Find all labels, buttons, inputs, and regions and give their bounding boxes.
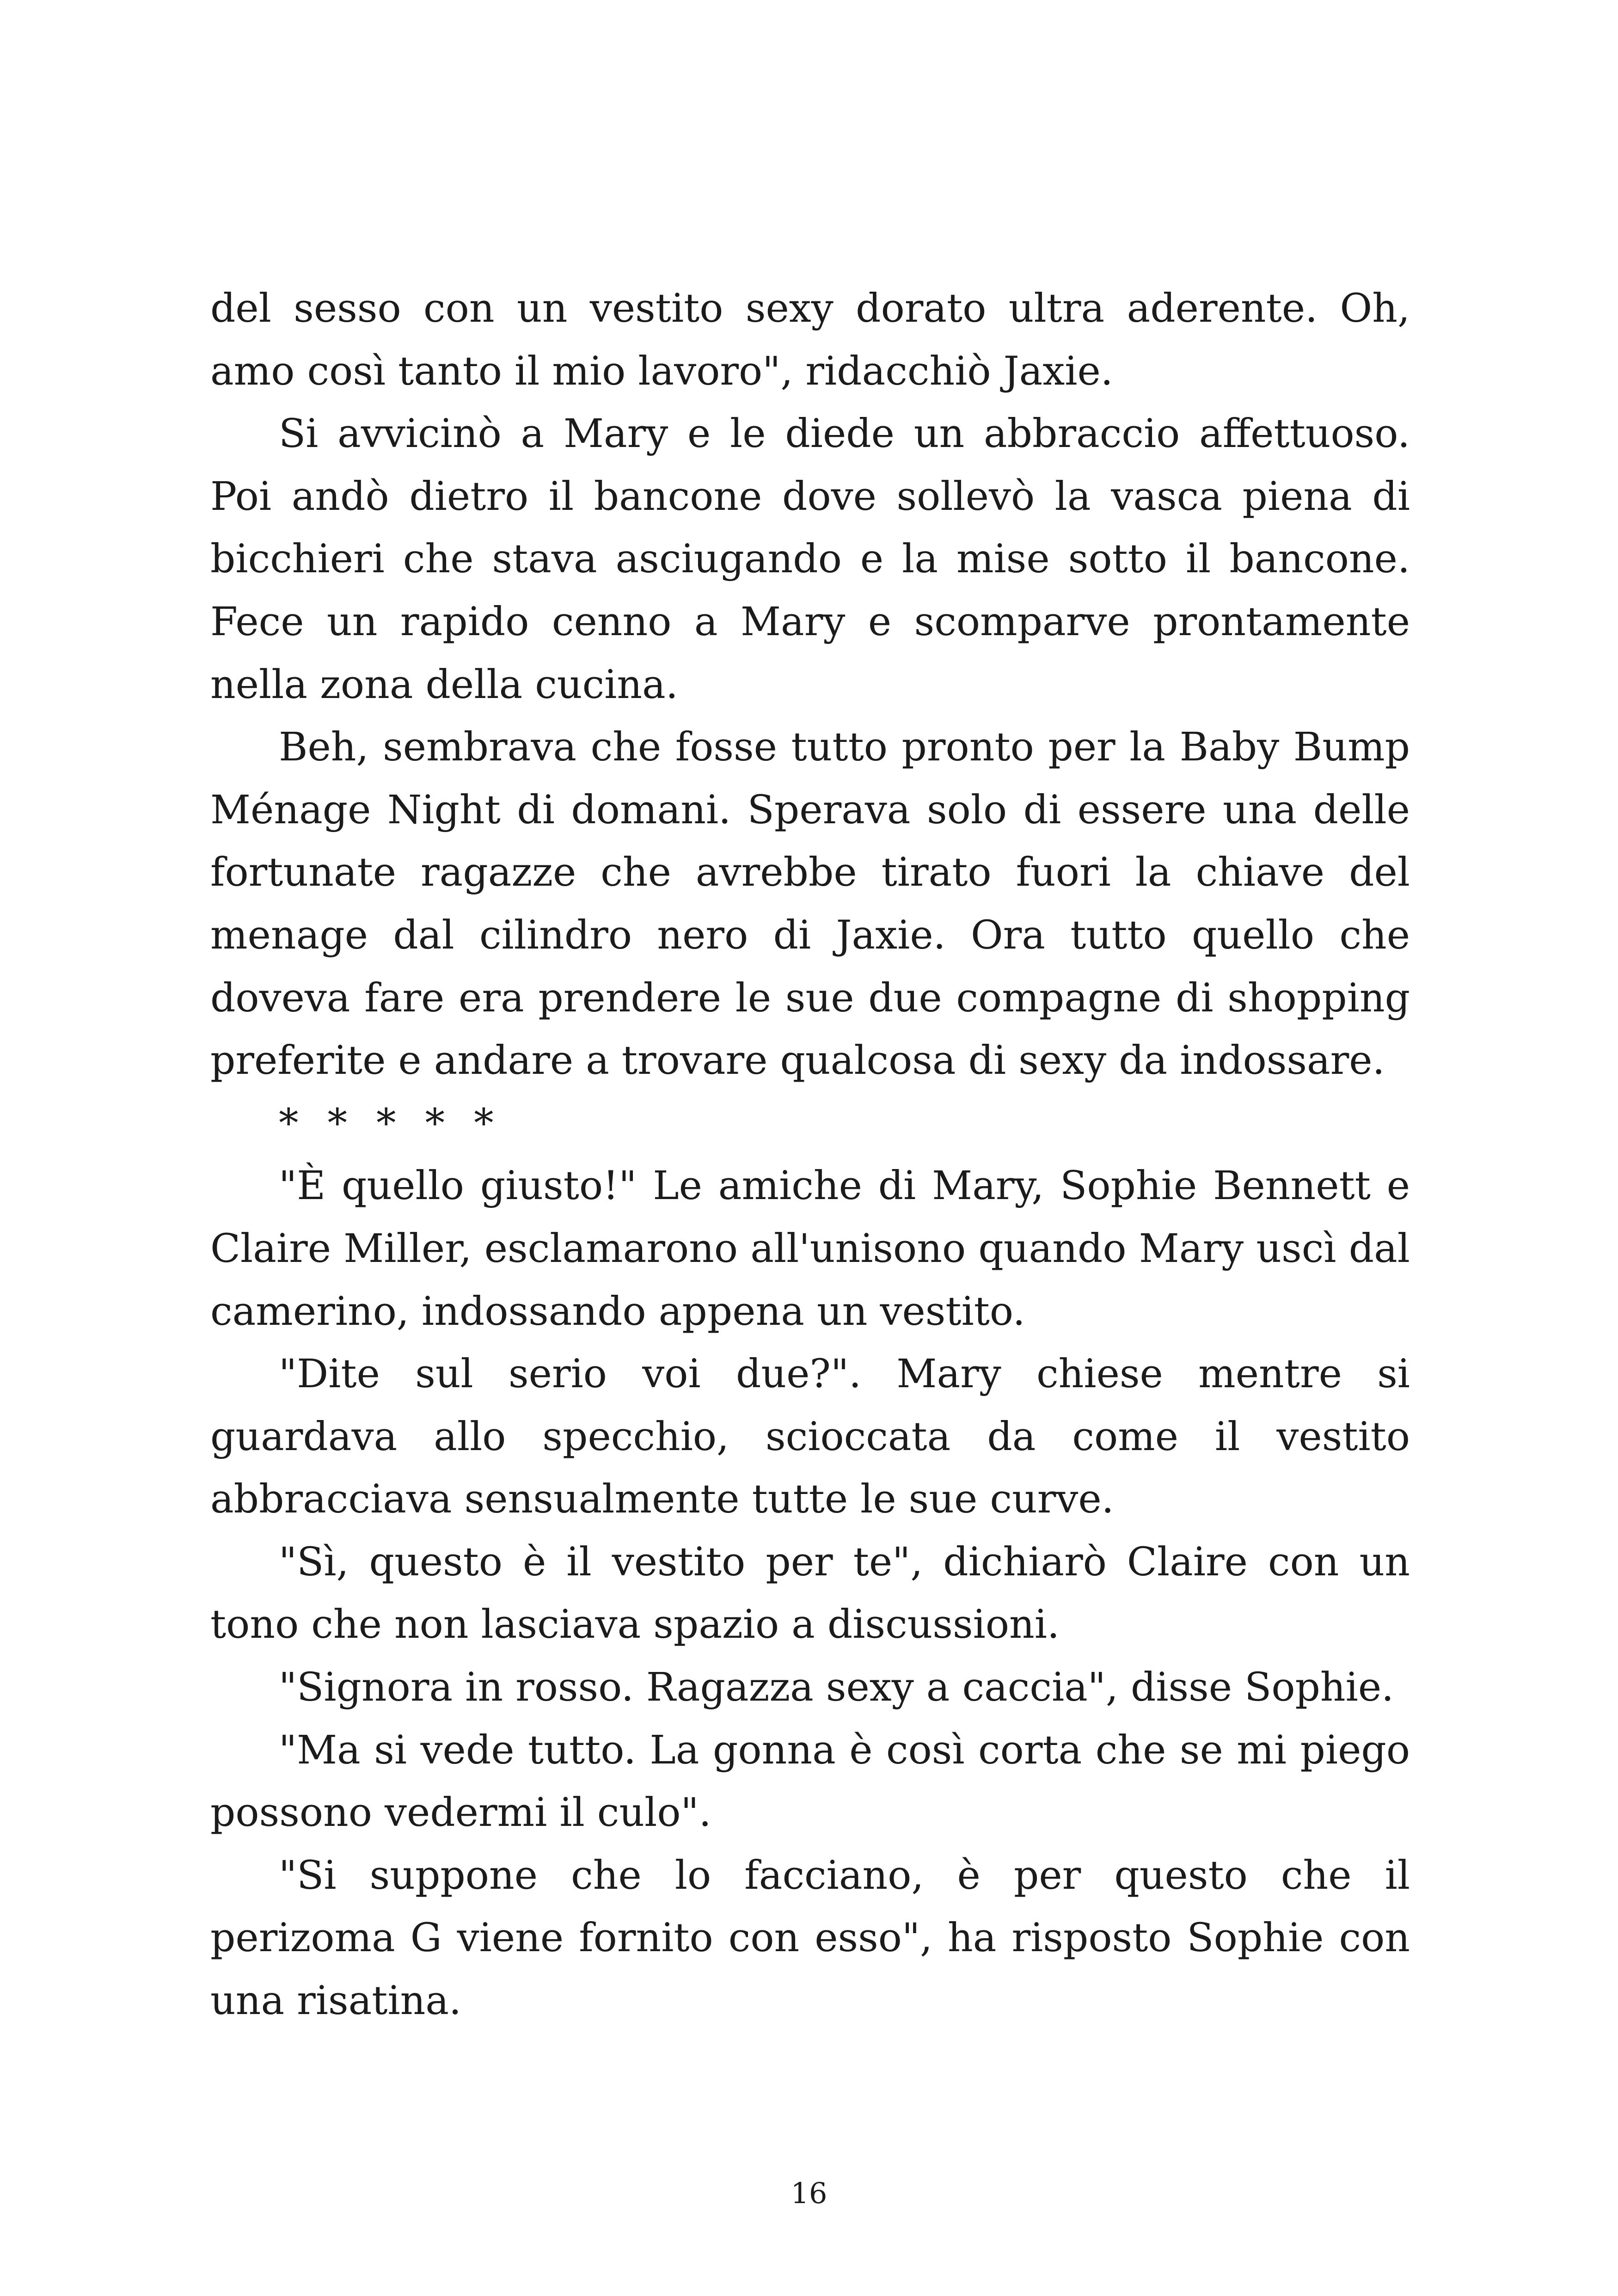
- paragraph: Si avvicinò a Mary e le diede un abbraccio affettuoso. Poi andò dietro il bancone dove sollevò la vasca piena di bicchieri che stava asciugando e la mise sotto il bancone. Fece un rapido cenno a Mary e scomparve prontamente nella zona della cucina.: [210, 411, 1410, 708]
- paragraph: "Signora in rosso. Ragazza sexy a caccia", disse Sophie.: [279, 1665, 1394, 1711]
- page-number: 16: [791, 2176, 827, 2210]
- body-text: [210, 277, 1410, 2033]
- paragraph: "Sì, questo è il vestito per te", dichiarò Claire con un tono che non lasciava spazio a discussioni.: [210, 1539, 1410, 1648]
- paragraph-continuation: del sesso con un vestito sexy dorato ultra aderente. Oh, amo così tanto il mio lavoro", ridacchiò Jaxie.: [210, 286, 1410, 394]
- paragraph: "Dite sul serio voi due?". Mary chiese mentre si guardava allo specchio, scioccata da come il vestito abbracciava sensualmente tutte le sue curve.: [210, 1351, 1410, 1523]
- paragraph: "Si suppone che lo facciano, è per questo che il perizoma G viene fornito con esso", ha risposto Sophie con una risatina.: [210, 1852, 1410, 2024]
- paragraph: Beh, sembrava che fosse tutto pronto per la Baby Bump Ménage Night di domani. Sperava solo di essere una delle fortunate ragazze che avrebbe tirato fuori la chiave del menage dal cilindro nero di Jaxie. Ora tutto quello che doveva fare era prendere le sue due compagne di shopping preferite e andare a trovare qualcosa di sexy da indossare.: [210, 724, 1410, 1084]
- paragraph: "Ma si vede tutto. La gonna è così corta che se mi piego possono vedermi il culo".: [210, 1727, 1410, 1836]
- scene-break: * * * * *: [279, 1100, 502, 1146]
- paragraph: "È quello giusto!" Le amiche di Mary, Sophie Bennett e Claire Miller, esclamarono all'unisono quando Mary uscì dal camerino, indossando appena un vestito.: [210, 1163, 1410, 1335]
